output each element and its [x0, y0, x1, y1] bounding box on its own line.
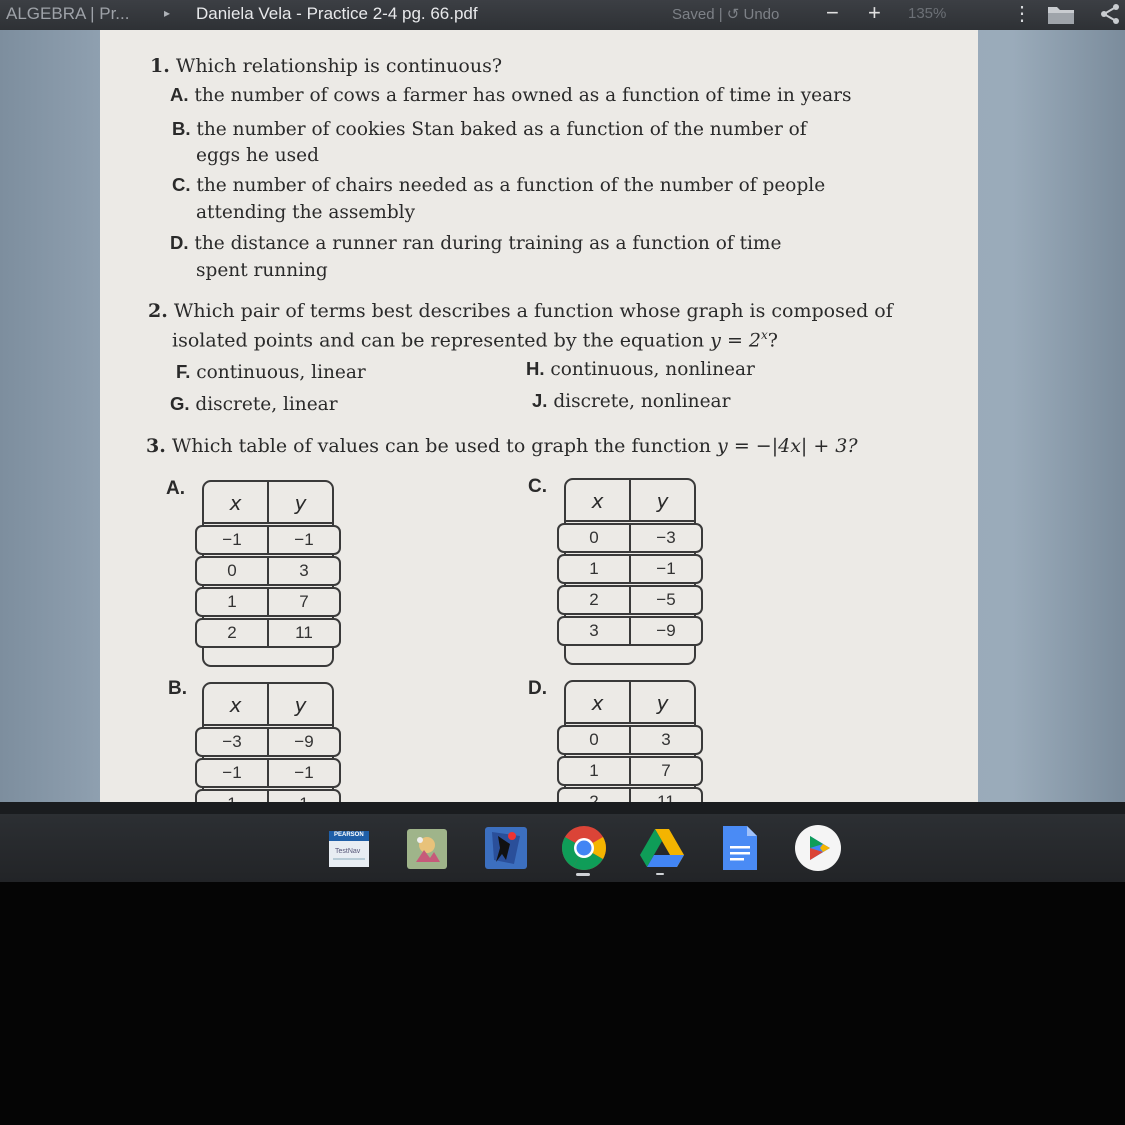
table-d [564, 680, 696, 820]
q1-option-c-letter: C. [172, 174, 191, 195]
q1-option-c-text: the number of chairs needed as a function of the number of people [196, 175, 826, 196]
zoom-level[interactable]: 135% [908, 5, 947, 22]
table-cell: 2 [197, 620, 269, 646]
table-cell: 1 [559, 758, 631, 784]
table-header-cell: x [566, 480, 631, 520]
pdf-toolbar [0, 0, 1125, 30]
table-footer [566, 647, 694, 663]
q2-option-h [526, 358, 755, 380]
game-app[interactable] [484, 826, 528, 870]
table-cell: −9 [656, 621, 676, 640]
question-1 [150, 55, 502, 77]
table-b-label: B. [168, 678, 187, 699]
question-2-qmark: ? [767, 329, 778, 352]
question-2-text: Which pair of terms best describes a function whose graph is composed of [173, 300, 893, 322]
zoom-in-button[interactable]: + [868, 0, 881, 25]
table-cell: −1 [197, 527, 269, 553]
docs-app[interactable] [720, 824, 760, 872]
q1-option-b-line2: eggs he used [196, 145, 319, 166]
table-row [195, 525, 341, 555]
table-cell: −1 [294, 530, 314, 549]
table-header [204, 482, 332, 524]
table-header-cell: x [566, 682, 631, 722]
more-options-button[interactable]: ⋮ [1012, 3, 1032, 25]
q1-option-a-text: the number of cows a farmer has owned as a function of time in years [194, 85, 852, 106]
table-cell: −5 [656, 590, 676, 609]
table-row [557, 554, 703, 584]
table-a [202, 480, 334, 667]
question-3-equation: y = −|4x| + 3? [717, 435, 858, 457]
q1-option-a-letter: A. [170, 84, 189, 105]
table-header-cell: y [656, 489, 669, 513]
q2-option-j-text: discrete, nonlinear [553, 391, 731, 412]
table-header-cell: y [656, 691, 669, 715]
drive-app[interactable] [638, 826, 686, 870]
q1-option-c-line2: attending the assembly [196, 202, 416, 223]
q2-option-g [170, 393, 338, 415]
question-2-line2-text: isolated points and can be represented by the equation [172, 329, 711, 352]
question-2-equation: y = 2 [710, 329, 761, 352]
chrome-running-indicator [576, 873, 590, 876]
table-cell: 0 [197, 558, 269, 584]
pearson-label: PEARSON [334, 832, 364, 838]
folder-icon[interactable] [1046, 2, 1076, 31]
chrome-app[interactable] [560, 824, 608, 872]
q1-option-d-letter: D. [170, 232, 189, 253]
table-cell: −3 [656, 528, 676, 547]
pearson-testnav-app[interactable] [327, 829, 371, 869]
table-row [195, 587, 341, 617]
breadcrumb-root[interactable]: ALGEBRA | Pr... [6, 4, 130, 23]
q1-option-a [170, 84, 851, 106]
table-cell: 0 [559, 727, 631, 753]
table-cell: −1 [656, 559, 676, 578]
q1-option-d-text: the distance a runner ran during training as a function of time [194, 233, 782, 254]
table-cell: 7 [661, 761, 671, 780]
table-row [557, 585, 703, 615]
table-cell: 11 [295, 623, 313, 642]
q1-option-c [172, 174, 825, 196]
question-2-line2 [172, 328, 778, 351]
question-2-number: 2. [148, 300, 168, 322]
pdf-viewer[interactable] [0, 30, 1125, 802]
table-a-label: A. [166, 478, 185, 499]
table-row [195, 556, 341, 586]
q2-option-g-text: discrete, linear [195, 394, 338, 415]
q2-option-g-letter: G. [170, 393, 190, 414]
photos-app[interactable] [406, 828, 450, 872]
table-header [204, 684, 332, 726]
table-d-label: D. [528, 678, 547, 699]
table-header-cell: x [204, 482, 269, 522]
question-1-number: 1. [150, 55, 170, 77]
table-header [566, 682, 694, 724]
table-row [195, 618, 341, 648]
q2-option-j-letter: J. [532, 390, 548, 411]
q2-option-h-letter: H. [526, 358, 545, 379]
table-cell: 1 [197, 589, 269, 615]
q2-option-f-letter: F. [176, 361, 191, 382]
q1-option-b-text: the number of cookies Stan baked as a function of the number of [196, 119, 807, 140]
table-header-cell: y [294, 693, 307, 717]
table-header-cell: x [204, 684, 269, 724]
question-1-text: Which relationship is continuous? [175, 55, 503, 77]
breadcrumb-separator-icon: ▸ [164, 6, 171, 20]
zoom-out-button[interactable]: − [826, 0, 839, 25]
pdf-page[interactable] [100, 30, 978, 802]
table-cell: 3 [661, 730, 671, 749]
q1-option-d-line2: spent running [196, 260, 328, 281]
q1-option-b-letter: B. [172, 118, 191, 139]
table-cell: −3 [197, 729, 269, 755]
share-icon[interactable] [1098, 2, 1122, 31]
q2-option-f-text: continuous, linear [196, 362, 366, 383]
q1-option-d [170, 232, 781, 254]
table-cell: −1 [294, 763, 314, 782]
table-cell: 2 [559, 587, 631, 613]
screen-bezel [0, 882, 1125, 1125]
q2-option-f [176, 361, 366, 383]
table-row [195, 727, 341, 757]
table-footer [204, 649, 332, 665]
q2-option-h-text: continuous, nonlinear [550, 359, 755, 380]
table-header-cell: y [294, 491, 307, 515]
question-2 [148, 300, 893, 322]
table-b [202, 682, 334, 822]
table-row [557, 756, 703, 786]
table-cell: 7 [299, 592, 309, 611]
question-3-text: Which table of values can be used to graph the function [171, 435, 718, 457]
table-cell: −1 [197, 760, 269, 786]
table-row [557, 616, 703, 646]
table-cell: 0 [559, 525, 631, 551]
table-cell: 3 [299, 561, 309, 580]
os-shelf [0, 814, 1125, 882]
table-cell: −9 [294, 732, 314, 751]
table-row [195, 758, 341, 788]
table-header [566, 480, 694, 522]
play-store-app[interactable] [794, 824, 842, 872]
table-cell: 3 [559, 618, 631, 644]
drive-running-indicator [656, 873, 664, 875]
question-3-number: 3. [146, 435, 166, 457]
save-status[interactable]: Saved | ↺ Undo [672, 6, 780, 23]
table-row [557, 523, 703, 553]
testnav-label: TestNav [335, 848, 361, 855]
question-3 [146, 435, 858, 457]
q1-option-b [172, 118, 807, 140]
table-row [557, 725, 703, 755]
table-c [564, 478, 696, 665]
document-title[interactable]: Daniela Vela - Practice 2-4 pg. 66.pdf [196, 4, 478, 23]
q2-option-j [532, 390, 730, 412]
table-cell: 1 [559, 556, 631, 582]
shelf-gap [0, 802, 1125, 814]
question-2-exponent: x [761, 328, 768, 342]
table-c-label: C. [528, 476, 547, 497]
